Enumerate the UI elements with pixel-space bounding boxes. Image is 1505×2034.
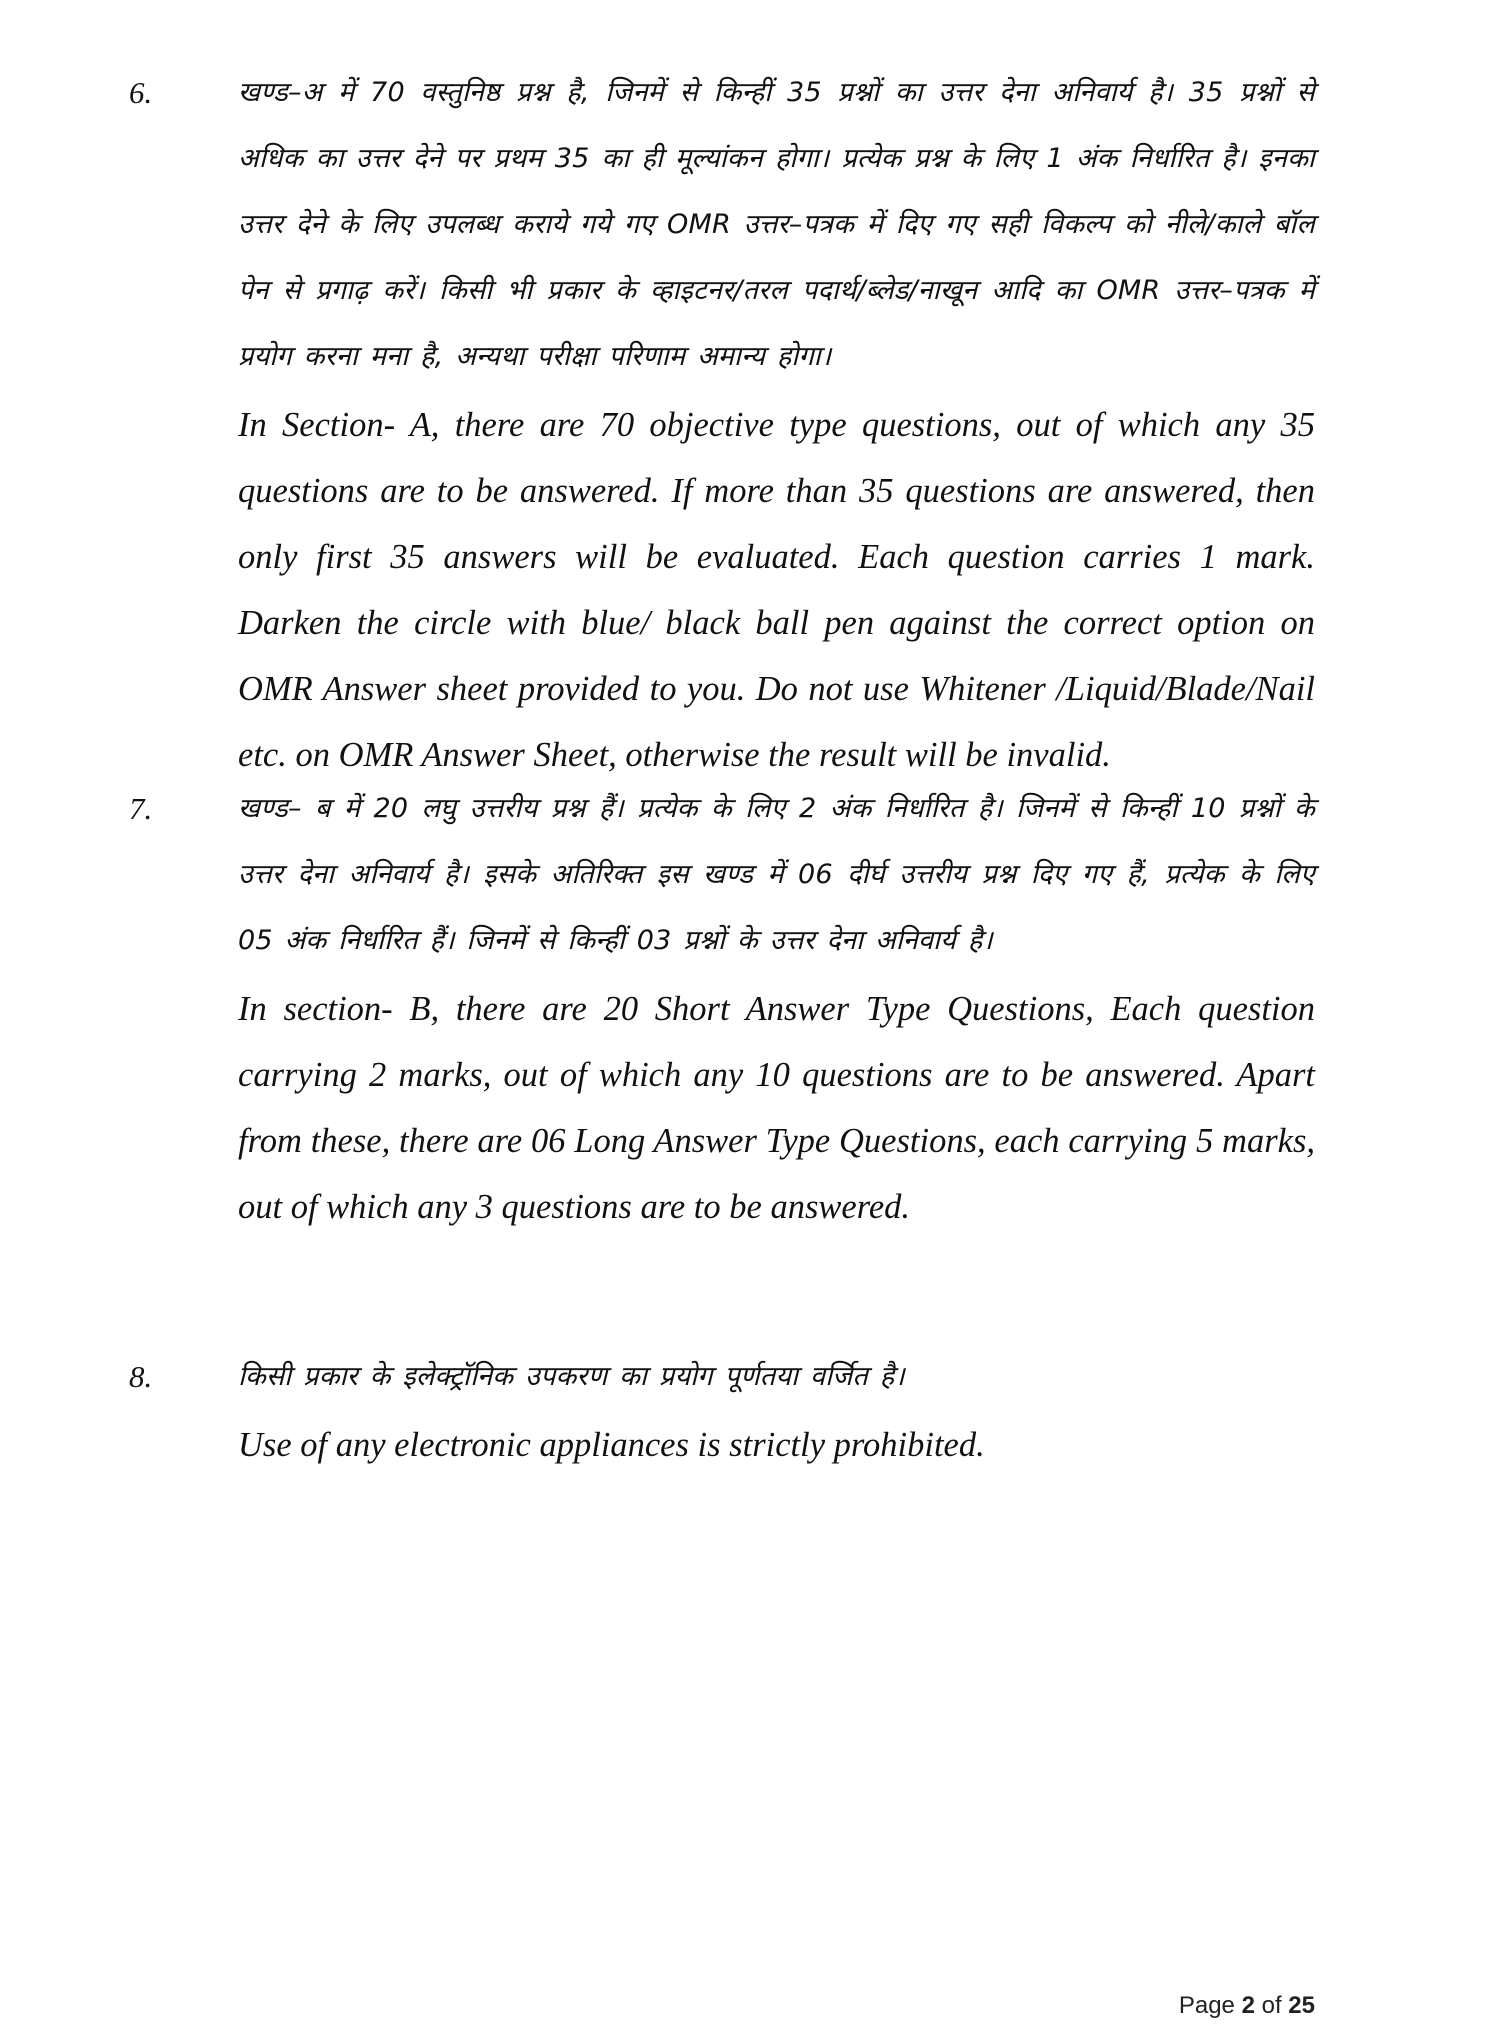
instruction-7 — [129, 776, 1315, 1240]
instruction-hindi-text: किसी प्रकार के इलेक्ट्रॉनिक उपकरण का प्रयोग पूर्णतया वर्जित है। — [238, 1361, 905, 1392]
page-number-footer — [1179, 1992, 1315, 2020]
instruction-8 — [129, 1344, 1315, 1478]
instruction-english-text: Use of any electronic appliances is strictly prohibited. — [238, 1426, 985, 1464]
instruction-english-text: In Section- A, there are 70 objective type questions, out of which any 35 questions are to be answered. If more than 35 questions are answered, then only first 35 answers will be evaluated. Each question carries 1 mark. Darken the circle with blue/ black ball pen against the correct option on OMR Answer sheet provided to you. Do not use Whitener /Liquid/Blade/Nail etc. on OMR Answer Sheet, otherwise the result will be invalid. — [238, 406, 1315, 774]
current-page-number: 2 — [1241, 1992, 1255, 2019]
instruction-hindi-text: खण्ड–अ में 70 वस्तुनिष्ठ प्रश्न है, जिनमें से किन्हीं 35 प्रश्नों का उत्तर देना अनिवार्य है। 35 प्रश्नों से अधिक का उत्तर देने पर प्रथम 35 का ही मूल्यांकन होगा। प्रत्येक प्रश्न के लिए 1 अंक निर्धारित है। इनका उत्तर देने के लिए उपलब्ध कराये गये गए OMR उत्तर–पत्रक में दिए गए सही विकल्प को नीले/काले बॉल पेन से प्रगाढ़ करें। किसी भी प्रकार के व्हाइटनर/तरल पदार्थ/ब्लेड/नाखून आदि का OMR उत्तर–पत्रक में प्रयोग करना मना है, अन्यथा परीक्षा परिणाम अमान्य होगा। — [238, 77, 1315, 372]
instruction-number: 8. — [129, 1359, 153, 1394]
total-page-count: 25 — [1288, 1992, 1315, 2019]
instruction-6 — [129, 60, 1315, 788]
instruction-hindi-text: खण्ड– ब में 20 लघु उत्तरीय प्रश्न हैं। प्रत्येक के लिए 2 अंक निर्धारित है। जिनमें से किन्हीं 10 प्रश्नों के उत्तर देना अनिवार्य है। इसके अतिरिक्त इस खण्ड में 06 दीर्घ उत्तरीय प्रश्न दिए गए हैं, प्रत्येक के लिए 05 अंक निर्धारित हैं। जिनमें से किन्हीं 03 प्रश्नों के उत्तर देना अनिवार्य है। — [238, 793, 1315, 956]
instruction-number: 6. — [129, 75, 153, 110]
instruction-number: 7. — [129, 791, 153, 826]
instruction-english-text: In section- B, there are 20 Short Answer Type Questions, Each question carrying 2 marks, out of which any 10 questions are to be answered. Apart from these, there are 06 Long Answer Type Questions, each carrying 5 marks, out of which any 3 questions are to be answered. — [238, 990, 1315, 1226]
page-label: Page — [1178, 1992, 1235, 2019]
page-of-label: of — [1261, 1992, 1282, 2019]
